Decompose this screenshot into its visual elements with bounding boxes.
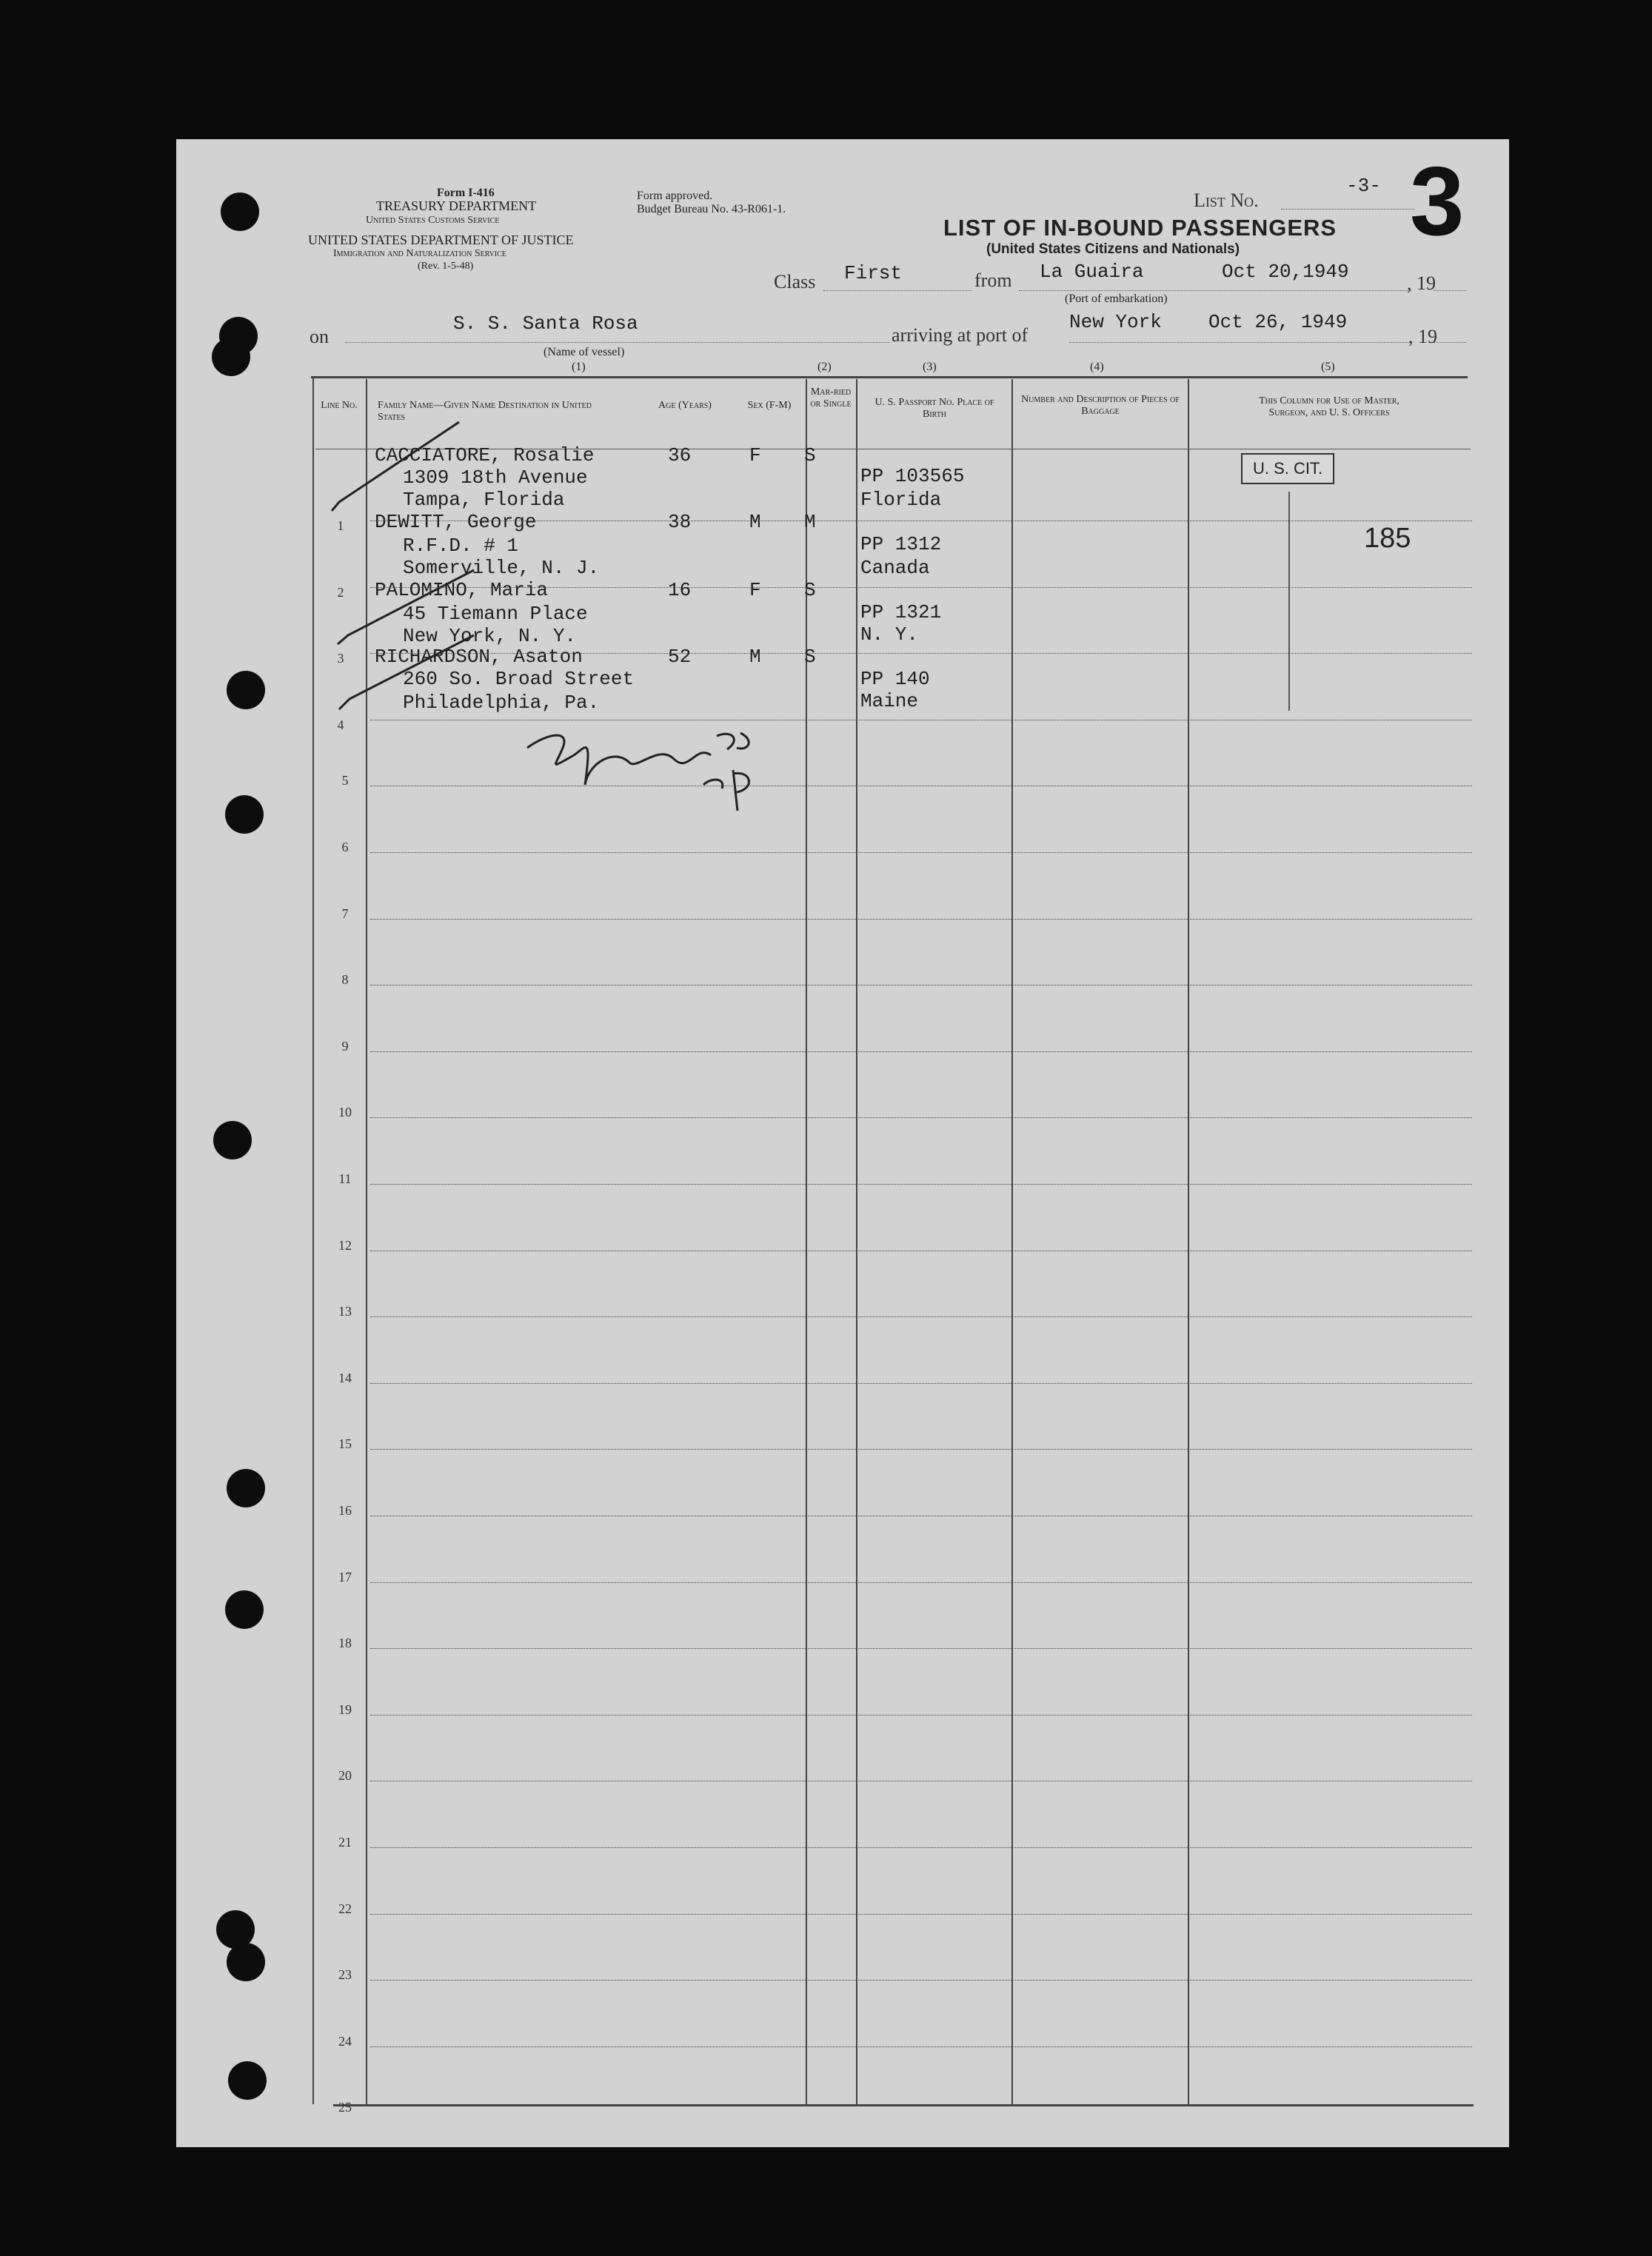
table-top-rule bbox=[311, 376, 1468, 378]
line-number: 23 bbox=[338, 1967, 352, 1983]
row-rule bbox=[370, 919, 1472, 920]
row-rule bbox=[370, 1914, 1472, 1915]
line-number: 25 bbox=[338, 2100, 352, 2115]
row-rule bbox=[370, 1715, 1472, 1716]
treasury-dept: TREASURY DEPARTMENT bbox=[376, 198, 537, 213]
passenger-4-name: RICHARDSON, Asaton bbox=[375, 646, 583, 668]
line-number: 22 bbox=[338, 1901, 352, 1916]
row-rule bbox=[370, 1582, 1472, 1583]
line-number: 20 bbox=[338, 1768, 352, 1784]
passenger-1-age: 36 bbox=[668, 444, 692, 466]
passenger-1-addr1: 1309 18th Avenue bbox=[403, 466, 588, 489]
col-header-name: Family Name—Given Name Destination in United States bbox=[378, 400, 592, 423]
arrive-date: Oct 26, 1949 bbox=[1208, 311, 1348, 333]
col-header-baggage: Number and Description of Pieces of Baggage bbox=[1021, 394, 1180, 417]
passenger-2-passport: PP 1312 bbox=[860, 533, 942, 555]
class-value: First bbox=[844, 262, 903, 284]
list-no-line bbox=[1281, 209, 1414, 210]
line-number: 24 bbox=[338, 2033, 352, 2049]
from-date: Oct 20,1949 bbox=[1222, 261, 1349, 283]
passenger-4-age: 52 bbox=[668, 646, 692, 668]
row-rule bbox=[370, 1980, 1472, 1981]
punch-hole bbox=[225, 1590, 264, 1629]
passenger-1-sex: F bbox=[749, 444, 761, 466]
passenger-3-age: 16 bbox=[668, 579, 692, 601]
passenger-3-sex: F bbox=[749, 579, 761, 601]
line-number: 8 bbox=[341, 972, 349, 988]
from-field-line bbox=[1019, 290, 1411, 291]
line-number: 17 bbox=[338, 1569, 352, 1584]
arrive-field-line bbox=[1069, 342, 1411, 343]
passenger-4-passport: PP 140 bbox=[860, 668, 930, 690]
passenger-4-sex: M bbox=[749, 646, 761, 668]
passenger-1-ms: S bbox=[804, 444, 816, 466]
class-label: Class bbox=[774, 271, 816, 292]
punch-hole bbox=[227, 671, 265, 709]
officer-number: 185 bbox=[1364, 523, 1411, 554]
budget-bureau: Budget Bureau No. 43-R061-1. bbox=[637, 203, 786, 215]
from-port: La Guaira bbox=[1040, 261, 1144, 283]
line-number: 18 bbox=[338, 1636, 352, 1651]
row-rule bbox=[370, 1051, 1472, 1052]
passenger-1-name: CACCIATORE, Rosalie bbox=[375, 444, 595, 466]
passenger-2-birth: Canada bbox=[860, 557, 930, 579]
passenger-3-ms: S bbox=[804, 579, 816, 601]
line-number: 13 bbox=[338, 1304, 352, 1319]
row-rule bbox=[370, 587, 1472, 588]
line-number: 14 bbox=[338, 1370, 352, 1385]
colnum-3: (3) bbox=[923, 361, 937, 373]
table-bottom-rule bbox=[333, 2104, 1474, 2106]
passenger-3-birth: N. Y. bbox=[860, 623, 919, 646]
manifest-page bbox=[176, 139, 1509, 2147]
colnum-5: (5) bbox=[1321, 361, 1335, 373]
passenger-2-sex: M bbox=[749, 511, 761, 533]
row-rule bbox=[370, 653, 1472, 654]
punch-hole bbox=[221, 193, 259, 231]
punch-hole bbox=[212, 338, 250, 376]
vessel-caption: (Name of vessel) bbox=[544, 346, 625, 358]
row-rule bbox=[370, 1117, 1472, 1118]
year-suffix-2: , 19 bbox=[1408, 326, 1437, 347]
line-number: 2 bbox=[337, 584, 344, 600]
row-rule bbox=[370, 1383, 1472, 1384]
us-citizen-stamp: U. S. CIT. bbox=[1241, 453, 1334, 484]
col-header-age: Age (Years) bbox=[658, 400, 712, 411]
row-rule bbox=[370, 1316, 1472, 1317]
page-title: LIST OF IN-BOUND PASSENGERS bbox=[943, 215, 1337, 241]
line-number: 9 bbox=[341, 1038, 349, 1054]
passenger-3-name: PALOMINO, Maria bbox=[375, 579, 549, 601]
passenger-2-ms: M bbox=[804, 511, 816, 533]
line-number: 7 bbox=[341, 906, 349, 921]
list-no-typed: -3- bbox=[1346, 175, 1381, 197]
punch-hole bbox=[225, 795, 264, 834]
colnum-4: (4) bbox=[1090, 361, 1104, 373]
line-number: 21 bbox=[338, 1835, 352, 1850]
col-divider-line bbox=[366, 379, 367, 2104]
line-number: 11 bbox=[338, 1171, 352, 1186]
year-line-2 bbox=[1434, 342, 1466, 343]
line-number: 5 bbox=[341, 773, 349, 789]
passenger-4-birth: Maine bbox=[860, 690, 919, 712]
customs-service: United States Customs Service bbox=[366, 215, 500, 226]
line-number: 19 bbox=[338, 1701, 352, 1717]
col-header-officers: This Column for Use of Master, Surgeon, and U. S. Officers bbox=[1259, 395, 1399, 418]
line-number: 12 bbox=[338, 1237, 352, 1253]
col-header-sex: Sex (F-M) bbox=[747, 400, 792, 411]
colnum-1: (1) bbox=[572, 361, 586, 373]
list-no-big: 3 bbox=[1410, 147, 1465, 255]
line-number: 1 bbox=[337, 518, 344, 533]
line-number: 15 bbox=[338, 1436, 352, 1452]
passenger-1-addr2: Tampa, Florida bbox=[403, 489, 565, 511]
line-number: 3 bbox=[337, 651, 344, 666]
col-divider-pp bbox=[856, 379, 857, 2104]
col-divider-off bbox=[1188, 379, 1189, 2104]
form-number: Form I-416 bbox=[437, 187, 495, 199]
passenger-1-birth: Florida bbox=[860, 489, 942, 511]
year-suffix: , 19 bbox=[1407, 272, 1436, 294]
passenger-3-passport: PP 1321 bbox=[860, 601, 942, 623]
vessel-field-line bbox=[345, 342, 890, 343]
line-number: 10 bbox=[338, 1105, 352, 1120]
passenger-2-addr2: Somerville, N. J. bbox=[403, 557, 600, 579]
from-label: from bbox=[974, 270, 1012, 291]
ins-service: Immigration and Naturalization Service bbox=[333, 248, 506, 259]
arrive-port: New York bbox=[1069, 311, 1162, 333]
row-rule bbox=[370, 852, 1472, 853]
justice-dept: UNITED STATES DEPARTMENT OF JUSTICE bbox=[308, 232, 574, 247]
colnum-2: (2) bbox=[817, 361, 832, 373]
row-rule bbox=[370, 1847, 1472, 1848]
passenger-3-addr1: 45 Tiemann Place bbox=[403, 603, 588, 625]
row-rule bbox=[370, 2046, 1472, 2047]
line-number: 4 bbox=[337, 717, 344, 732]
col-header-married: Mar-ried or Single bbox=[810, 386, 852, 409]
passenger-4-ms: S bbox=[804, 646, 816, 668]
passenger-2-name: DEWITT, George bbox=[375, 511, 537, 533]
passenger-3-addr2: New York, N. Y. bbox=[403, 625, 577, 647]
list-no-label: List No. bbox=[1194, 190, 1259, 211]
row-rule bbox=[370, 1648, 1472, 1649]
on-label: on bbox=[310, 326, 329, 347]
page-subtitle: (United States Citizens and Nationals) bbox=[986, 241, 1240, 257]
row-rule bbox=[370, 1184, 1472, 1185]
punch-hole bbox=[228, 2061, 267, 2100]
revision: (Rev. 1-5-48) bbox=[418, 261, 474, 272]
line-number: 6 bbox=[341, 840, 349, 854]
col-header-passport: U. S. Passport No. Place of Birth bbox=[875, 397, 994, 420]
form-approved: Form approved. bbox=[637, 190, 713, 202]
year-line bbox=[1434, 290, 1466, 291]
officer-bracket bbox=[1288, 492, 1290, 711]
vessel-name: S. S. Santa Rosa bbox=[453, 312, 638, 335]
punch-hole bbox=[213, 1121, 252, 1159]
row-rule bbox=[370, 1449, 1472, 1450]
col-divider-bag bbox=[1011, 379, 1013, 2104]
passenger-2-addr1: R.F.D. # 1 bbox=[403, 535, 519, 557]
passenger-4-addr2: Philadelphia, Pa. bbox=[403, 692, 600, 714]
table-left-border bbox=[312, 376, 314, 2104]
port-embark-caption: (Port of embarkation) bbox=[1065, 292, 1168, 305]
punch-hole bbox=[227, 1469, 265, 1507]
passenger-4-addr1: 260 So. Broad Street bbox=[403, 668, 635, 690]
col-divider-ms bbox=[806, 379, 807, 2104]
class-field-line bbox=[823, 290, 972, 291]
col-header-line: Line No. bbox=[321, 400, 358, 411]
line-number: 16 bbox=[338, 1503, 352, 1518]
arriving-label: arriving at port of bbox=[892, 324, 1029, 346]
passenger-2-age: 38 bbox=[668, 511, 692, 533]
punch-hole bbox=[227, 1943, 265, 1981]
passenger-1-passport: PP 103565 bbox=[860, 465, 965, 487]
